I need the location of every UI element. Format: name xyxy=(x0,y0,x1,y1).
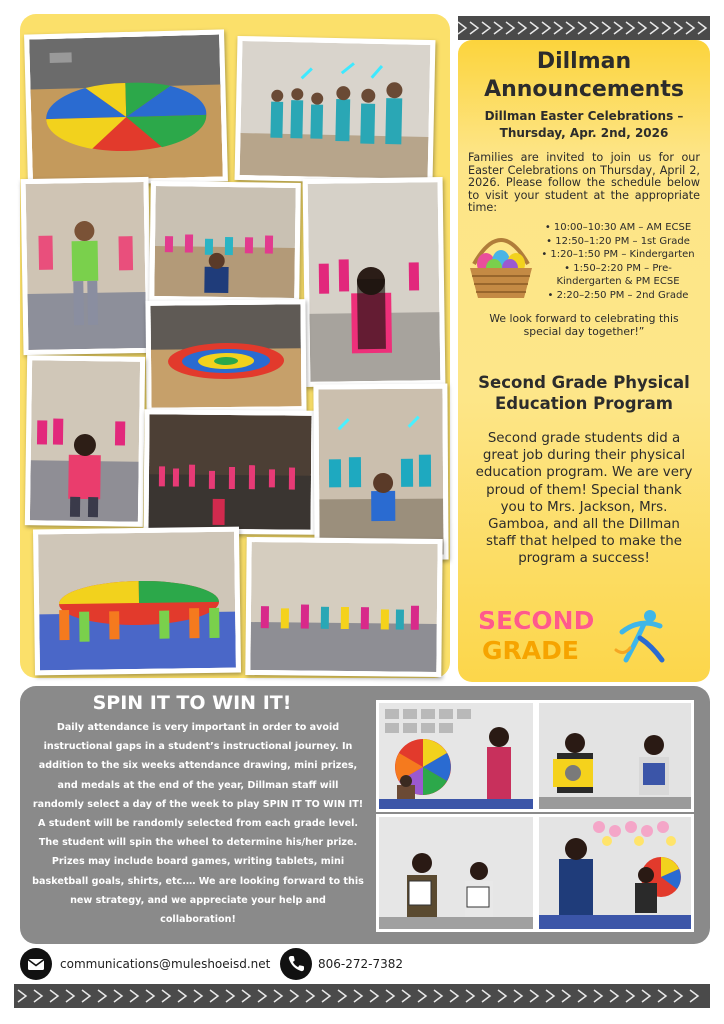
easter-basket-icon xyxy=(464,224,538,302)
decorative-band-bottom xyxy=(14,984,710,1008)
announcements-title-line1: Dillman xyxy=(536,49,632,74)
collage-photo-gym-group xyxy=(245,537,442,677)
schedule-item: • 12:50–1:20 PM – 1st Grade xyxy=(534,235,702,249)
second-grade-logo-line2: GRADE xyxy=(482,636,579,665)
spin-photo-staff-girl xyxy=(536,814,694,932)
announcements-title-line2: Announcements xyxy=(484,77,684,102)
easter-intro: Families are invited to join us for our Easter Celebrations on Thursday, April 2, 2026. Please follow the schedule below to visit your student at the appropriate time: xyxy=(468,151,700,214)
collage-photo-parachute-group xyxy=(33,527,241,676)
decorative-band-top xyxy=(458,16,710,40)
contact-email[interactable]: communications@muleshoeisd.net xyxy=(60,957,271,971)
second-grade-logo-line1: SECOND xyxy=(478,606,595,635)
pe-program-body: Second grade students did a great job during their physical education program. We are very proud of them! Special thank you to Mrs. Jackson, Mrs. Gamboa, and all the Dillman staff that helped to make the program a success! xyxy=(475,431,693,567)
schedule-item: • 1:20–1:50 PM – Kindergarten xyxy=(534,248,702,262)
easter-closing: We look forward to celebrating this special day together!” xyxy=(489,312,679,338)
collage-photo-kids-sitting xyxy=(313,384,448,561)
collage-photo-crowded-gym xyxy=(143,409,316,534)
schedule-item: • 10:00–10:30 AM – AM ECSE xyxy=(534,221,702,235)
easter-subtitle-line2: Thursday, Apr. 2nd, 2026 xyxy=(499,126,669,140)
spin-photo-wheel xyxy=(376,700,536,812)
spin-photo-girl-prize xyxy=(536,700,694,812)
schedule-item: • 1:50–2:20 PM – Pre-Kindergarten & PM ECSE xyxy=(534,262,702,289)
collage-photo-boy-green xyxy=(20,177,151,355)
pe-program-title xyxy=(464,372,704,414)
easter-schedule-list xyxy=(534,221,702,302)
collage-photo-parachute xyxy=(24,29,228,186)
announcements-title xyxy=(458,48,710,104)
contact-phone[interactable]: 806-272-7382 xyxy=(318,957,404,971)
easter-subtitle xyxy=(468,108,700,142)
easter-subtitle-line1: Dillman Easter Celebrations – xyxy=(484,109,684,123)
announcements-panel xyxy=(458,40,710,682)
running-figure-icon xyxy=(610,606,672,666)
collage-photo-gym-dance xyxy=(149,181,301,303)
photo-collage-panel xyxy=(20,14,450,678)
spin-title: SPIN IT TO WIN IT! xyxy=(92,692,292,714)
collage-photo-girl-pink xyxy=(303,177,446,387)
spin-body: Daily attendance is very important in order to avoid instructional gaps in a student’s instructional journey. In addition to the six weeks attendance drawing, mini prizes, and medals at the end of the year, Dillman staff will randomly select a day of the week to play SPIN IT TO WIN IT! A student will be randomly selected from each grade level. The student will spin the wheel to determine his/her prize. Prizes may include board games, writing tablets, mini basketball goals, shirts, etc.… We are looking forward to this new strategy, and we appreciate your help and collaboration! xyxy=(32,722,364,926)
schedule-item: • 2:20–2:50 PM – 2nd Grade xyxy=(534,289,702,303)
spin-it-panel xyxy=(20,686,710,944)
pe-title-line2: Education Program xyxy=(495,394,673,413)
phone-icon xyxy=(280,948,312,980)
pe-title-line1: Second Grade Physical xyxy=(478,373,690,392)
collage-photo-girl-mules-shirt xyxy=(25,355,145,527)
collage-photo-glow-sticks xyxy=(235,36,436,184)
email-icon xyxy=(20,948,52,980)
collage-photo-circle-parachute xyxy=(145,299,306,413)
spin-photo-kids-tablets xyxy=(376,814,536,932)
second-grade-logo xyxy=(478,606,608,670)
